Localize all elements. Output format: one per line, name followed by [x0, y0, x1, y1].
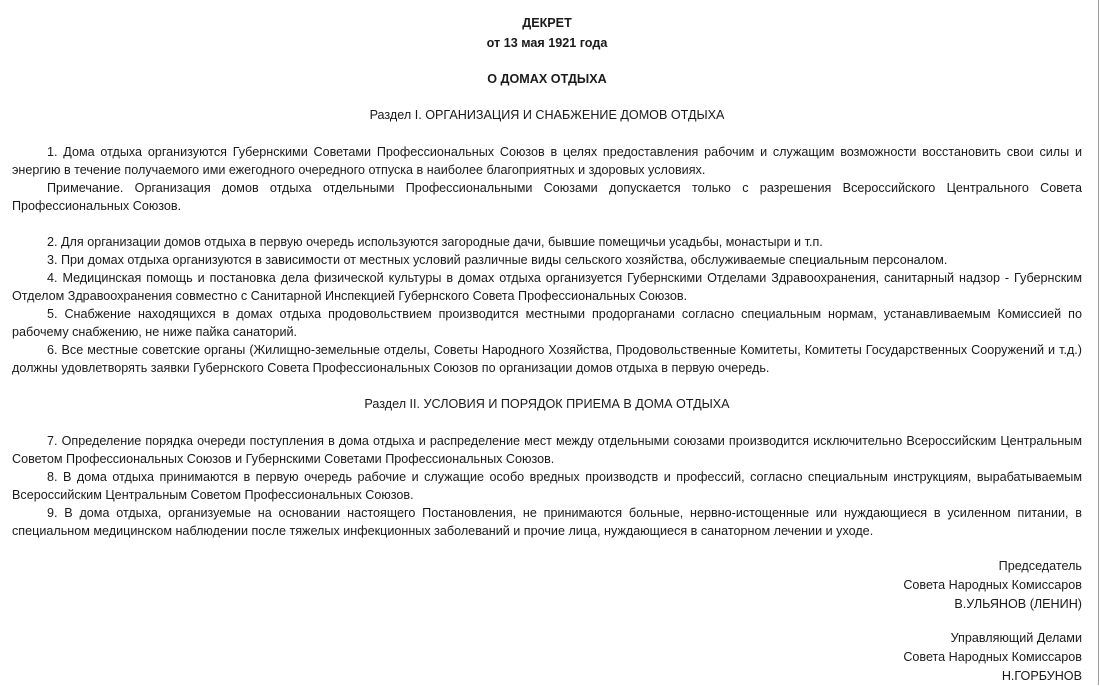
signature-position: Председатель: [998, 559, 1082, 573]
decree-subject: О ДОМАХ ОТДЫХА: [487, 72, 607, 86]
signature-chairman: [682, 557, 1082, 614]
paragraph-note: Примечание. Организация домов отдыха отдельными Профессиональными Союзами допускается только с разрешения Всероссийского Центрального Совета Профессиональных Союзов.: [12, 181, 1082, 213]
decree-date: от 13 мая 1921 года: [486, 36, 608, 50]
paragraph-3: 3. При домах отдыха организуются в зависимости от местных условий различные виды сельского хозяйства, обслуживаемые специальным персоналом.: [47, 253, 948, 267]
paragraph-5: 5. Снабжение находящихся в домах отдыха продовольствием производится местными продорганами согласно специальным нормам, устанавливаемым Комиссией по рабочему снабжению, не ниже пайка санаторий.: [12, 307, 1082, 339]
signature-position: Управляющий Делами: [950, 631, 1082, 645]
paragraph-4: 4. Медицинская помощь и постановка дела физической культуры в домах отдыха организуется Губернскими Отделами Здравоохранения, санитарный надзор - Губернским Отделом Здравоохранения совместно с Санитарной Инспекцией Губернского Совета Профессиональных Союзов.: [12, 271, 1082, 303]
paragraph-1: 1. Дома отдыха организуются Губернскими Советами Профессиональных Союзов в целях предоставления рабочим и служащим возможности восстановить свои силы и энергию в течение получаемого ими ежегодного очередного отпуска в наиболее благоприятных и здоровых условиях.: [12, 145, 1082, 177]
paragraph-2: 2. Для организации домов отдыха в первую очередь используются загородные дачи, бывшие помещичьи усадьбы, монастыри и т.п.: [47, 235, 823, 249]
signature-name: Н.ГОРБУНОВ: [1001, 669, 1082, 683]
section-heading-2: Раздел II. УСЛОВИЯ И ПОРЯДОК ПРИЕМА В ДОМА ОТДЫХА: [364, 397, 730, 411]
decree-title: ДЕКРЕТ: [522, 16, 572, 30]
signature-name: В.УЛЬЯНОВ (ЛЕНИН): [954, 597, 1082, 611]
paragraph-8: 8. В дома отдыха принимаются в первую очередь рабочие и служащие особо вредных производств и профессий, согласно специальным инструкциям, вырабатываемым Всероссийским Центральным Советом Профессиональных Союзов.: [12, 470, 1082, 502]
paragraph-6: 6. Все местные советские органы (Жилищно-земельные отделы, Советы Народного Хозяйства, Продовольственные Комитеты, Комитеты Государственных Сооружений и т.д.) должны удовлетворять заявки Губернского Совета Профессиональных Союзов по организации домов отдыха в первую очередь.: [12, 343, 1082, 375]
signature-manager: [682, 629, 1082, 686]
signature-body: Совета Народных Комиссаров: [903, 578, 1082, 592]
signature-body: Совета Народных Комиссаров: [903, 650, 1082, 664]
paragraph-9: 9. В дома отдыха, организуемые на основании настоящего Постановления, не принимаются больные, нервно-истощенные или нуждающиеся в усиленном питании, в специальном медицинском наблюдении после тяжелых инфекционных заболеваний и прочие лица, нуждающиеся в санаторном лечении и уходе.: [12, 506, 1082, 538]
section-heading-1: Раздел I. ОРГАНИЗАЦИЯ И СНАБЖЕНИЕ ДОМОВ ОТДЫХА: [369, 108, 725, 122]
paragraph-7: 7. Определение порядка очереди поступления в дома отдыха и распределение мест между отдельными союзами производится исключительно Всероссийским Центральным Советом Профессиональных Союзов и Губернскими Советами Профессиональных Союзов.: [12, 434, 1082, 466]
